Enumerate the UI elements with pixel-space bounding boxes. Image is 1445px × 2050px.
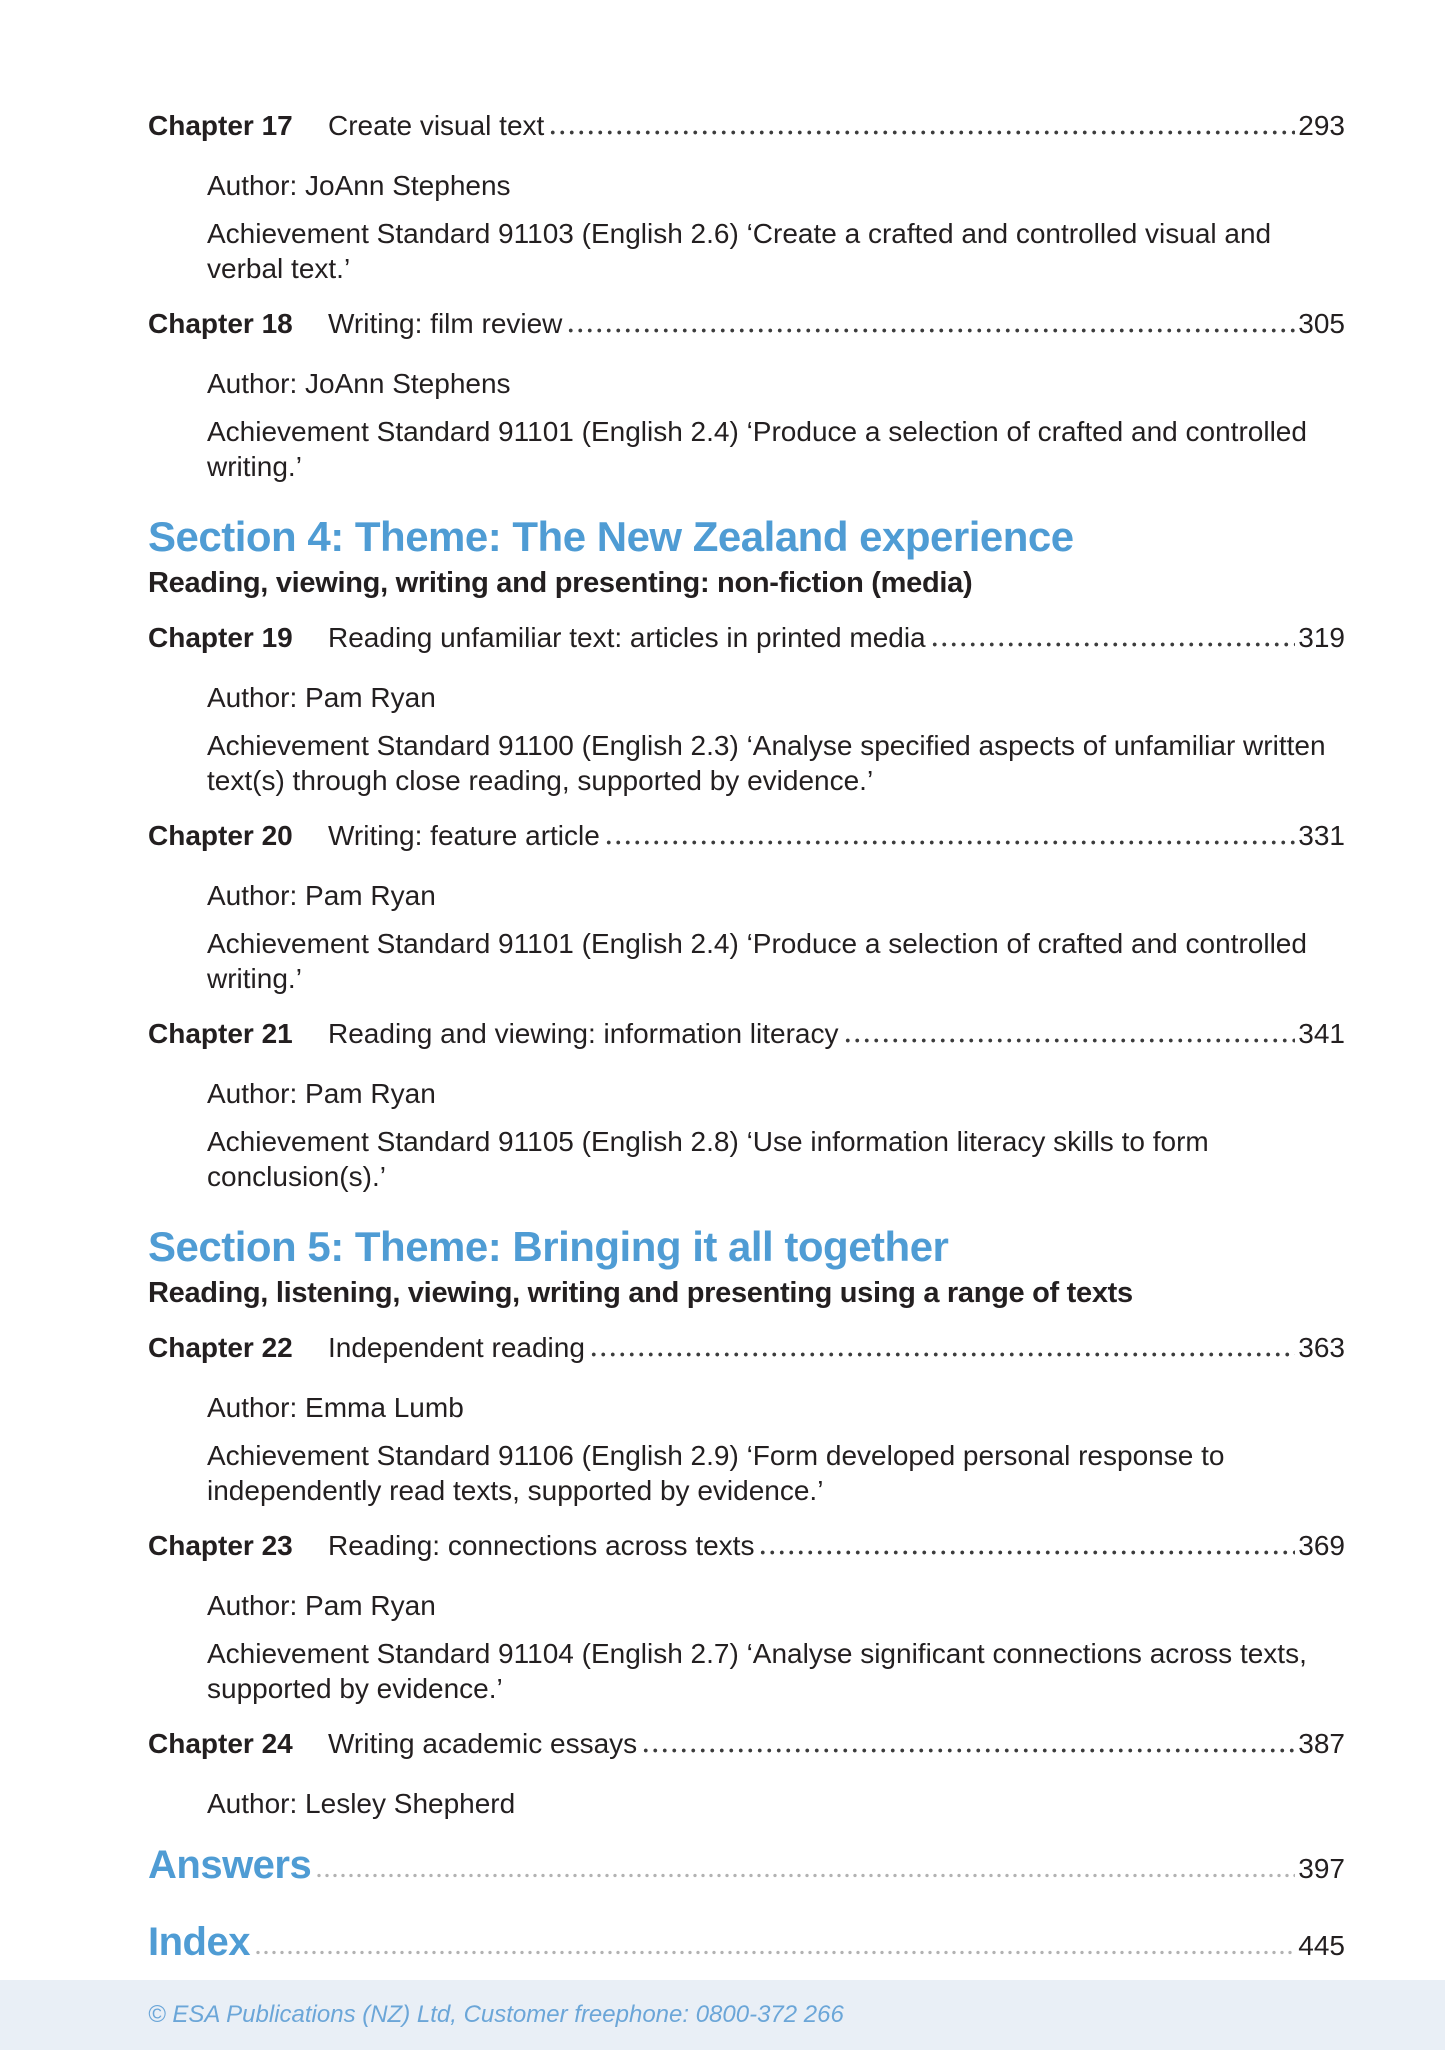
toc-entry-chapter-17	[148, 108, 1345, 286]
standard-line: Achievement Standard 91101 (English 2.4) ‘Produce a selection of crafted and controlled writing.’	[207, 416, 1307, 482]
toc-row	[148, 818, 1345, 853]
footer-copyright: © ESA Publications (NZ) Ltd, Customer freephone: 0800-372 266	[148, 2001, 844, 2028]
chapter-title: Writing: film review	[328, 308, 563, 339]
toc-entry-chapter-18	[148, 306, 1345, 484]
chapter-title: Reading and viewing: information literacy	[328, 1018, 839, 1049]
standard-line: Achievement Standard 91106 (English 2.9) ‘Form developed personal response to independently read texts, supported by evidence.’	[207, 1440, 1225, 1506]
toc-row	[148, 306, 1345, 341]
toc-row	[148, 1528, 1345, 1563]
toc-entry-chapter-23	[148, 1528, 1345, 1706]
chapter-label: Chapter 19	[148, 622, 293, 653]
toc-row	[148, 620, 1345, 655]
dotted-leader	[604, 838, 1295, 847]
chapter-label: Chapter 24	[148, 1728, 293, 1759]
page-number: 319	[1298, 622, 1345, 653]
author-line: Author: Pam Ryan	[207, 880, 436, 911]
chapter-title: Writing academic essays	[328, 1728, 638, 1759]
dotted-leader	[930, 640, 1296, 649]
dotted-leader	[566, 326, 1295, 335]
standard-line: Achievement Standard 91105 (English 2.8) ‘Use information literacy skills to form conclusion(s).’	[207, 1126, 1209, 1192]
dotted-leader	[641, 1746, 1295, 1755]
author-line: Author: Pam Ryan	[207, 682, 436, 713]
standard-line: Achievement Standard 91104 (English 2.7) ‘Analyse significant connections across texts, supported by evidence.’	[207, 1638, 1307, 1704]
dotted-leader	[548, 128, 1295, 137]
toc-row	[148, 1726, 1345, 1761]
toc-row	[148, 108, 1345, 143]
chapter-label: Chapter 17	[148, 110, 293, 141]
answers-label: Answers	[148, 1843, 312, 1887]
chapter-label: Chapter 22	[148, 1332, 293, 1363]
dotted-leader	[758, 1548, 1295, 1557]
page-number: 397	[1298, 1853, 1345, 1884]
page-number: 341	[1298, 1018, 1345, 1049]
toc-entry-chapter-20	[148, 818, 1345, 996]
chapter-title: Reading unfamiliar text: articles in printed media	[328, 622, 926, 653]
page-number: 363	[1298, 1332, 1345, 1363]
page-number: 369	[1298, 1530, 1345, 1561]
chapter-label: Chapter 21	[148, 1018, 293, 1049]
toc-entry-chapter-19	[148, 620, 1345, 798]
chapter-title: Create visual text	[328, 110, 545, 141]
author-line: Author: JoAnn Stephens	[207, 170, 511, 201]
section-heading-4: Section 4: Theme: The New Zealand experience	[148, 513, 1074, 560]
page-number: 445	[1298, 1930, 1345, 1961]
page-number: 305	[1298, 308, 1345, 339]
chapter-label: Chapter 18	[148, 308, 293, 339]
standard-line: Achievement Standard 91103 (English 2.6) ‘Create a crafted and controlled visual and verbal text.’	[207, 218, 1272, 284]
dotted-leader	[843, 1036, 1296, 1045]
toc-entry-index	[148, 1920, 1345, 1964]
chapter-title: Reading: connections across texts	[328, 1530, 755, 1561]
chapter-label: Chapter 23	[148, 1530, 293, 1561]
chapter-label: Chapter 20	[148, 820, 293, 851]
author-line: Author: Pam Ryan	[207, 1590, 436, 1621]
section-heading-5: Section 5: Theme: Bringing it all together	[148, 1223, 949, 1270]
toc-entry-chapter-21	[148, 1016, 1345, 1194]
section-subtitle-5: Reading, listening, viewing, writing and presenting using a range of texts	[148, 1277, 1133, 1309]
author-line: Author: JoAnn Stephens	[207, 368, 511, 399]
toc-entry-chapter-24	[148, 1726, 1345, 1821]
page-number: 387	[1298, 1728, 1345, 1759]
dotted-leader	[589, 1350, 1295, 1359]
page-footer	[0, 1980, 1445, 2050]
index-label: Index	[148, 1920, 250, 1964]
author-line: Author: Emma Lumb	[207, 1392, 464, 1423]
standard-line: Achievement Standard 91101 (English 2.4) ‘Produce a selection of crafted and controlled writing.’	[207, 928, 1307, 994]
dotted-leader	[254, 1948, 1295, 1957]
author-line: Author: Lesley Shepherd	[207, 1788, 516, 1819]
standard-line: Achievement Standard 91100 (English 2.3) ‘Analyse specified aspects of unfamiliar written text(s) through close reading, supported by evidence.’	[207, 730, 1326, 796]
toc-row	[148, 1016, 1345, 1051]
toc-entry-answers	[148, 1843, 1345, 1887]
section-subtitle-4: Reading, viewing, writing and presenting: non-fiction (media)	[148, 567, 973, 599]
toc-row	[148, 1330, 1345, 1365]
page-number: 331	[1298, 820, 1345, 851]
chapter-title: Independent reading	[328, 1332, 585, 1363]
author-line: Author: Pam Ryan	[207, 1078, 436, 1109]
chapter-title: Writing: feature article	[328, 820, 600, 851]
page-number: 293	[1298, 110, 1345, 141]
toc-entry-chapter-22	[148, 1330, 1345, 1508]
dotted-leader	[315, 1871, 1295, 1880]
